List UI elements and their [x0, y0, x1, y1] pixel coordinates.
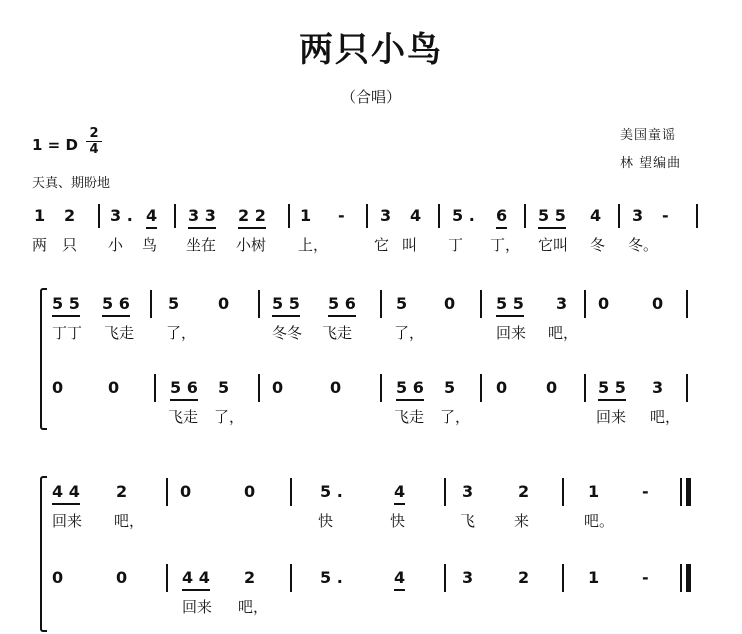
time-signature-bottom: 4: [89, 142, 99, 157]
barline: [166, 478, 168, 506]
note: 5 5: [496, 294, 524, 317]
lyric: 两: [32, 236, 48, 254]
note: 0: [546, 378, 558, 397]
note: 6: [496, 206, 507, 229]
lyric: 它: [374, 236, 390, 254]
lyric: 吧，: [114, 512, 145, 530]
note: 0: [52, 568, 64, 587]
note: 5 6: [102, 294, 130, 317]
arranger-credit: 林 望编曲: [620, 156, 682, 171]
lyric: 回来: [496, 324, 527, 342]
barline: [524, 204, 526, 228]
barline: [618, 204, 620, 228]
note: 5 .: [452, 206, 475, 225]
note: 4 4: [52, 482, 80, 505]
barline: [444, 478, 446, 506]
lyric: 来: [514, 512, 530, 530]
note: 5: [168, 294, 180, 313]
note: 2: [116, 482, 128, 501]
lyric: 快: [318, 512, 334, 530]
line2-lower-lyrics: [0, 408, 742, 438]
lyric: 飞走: [104, 324, 135, 342]
note: 4 4: [182, 568, 210, 591]
song-title: 两只小鸟: [299, 30, 443, 70]
note: 3: [380, 206, 392, 225]
lyric: 飞: [460, 512, 476, 530]
note: 1: [588, 568, 600, 587]
note: 5 6: [328, 294, 356, 317]
barline: [686, 290, 688, 318]
barline: [686, 374, 688, 402]
lyric: 坐在: [186, 236, 217, 254]
note: 4: [410, 206, 422, 225]
barline: [258, 290, 260, 318]
note: 3 .: [110, 206, 133, 225]
lyric: 小: [108, 236, 124, 254]
lyric: 了，: [440, 408, 471, 426]
line2-upper-lyrics: [0, 324, 742, 354]
note: 0: [598, 294, 610, 313]
lyric: 回来: [182, 598, 213, 616]
note: 3: [462, 568, 474, 587]
note: 0: [218, 294, 230, 313]
lyric: 小树: [236, 236, 267, 254]
line1-notes: [0, 206, 742, 236]
lyric: 冬。: [628, 236, 659, 254]
note: 1: [300, 206, 312, 225]
barline: [584, 290, 586, 318]
barline: [174, 204, 176, 228]
lyric: 快: [390, 512, 406, 530]
barline: [680, 478, 682, 506]
lyric: 叫: [402, 236, 418, 254]
tempo-marking: 天真、期盼地: [32, 176, 111, 191]
note: 5 .: [320, 568, 343, 587]
barline: [438, 204, 440, 228]
note: 3 3: [188, 206, 216, 229]
barline: [150, 290, 152, 318]
note: 5 6: [396, 378, 424, 401]
note: 0: [180, 482, 192, 501]
barline: [562, 478, 564, 506]
barline: [562, 564, 564, 592]
note: 0: [444, 294, 456, 313]
note: 0: [52, 378, 64, 397]
note: 5 .: [320, 482, 343, 501]
note: 2: [244, 568, 256, 587]
note: -: [642, 482, 649, 501]
barline: [258, 374, 260, 402]
lyric: 鸟: [142, 236, 158, 254]
barline: [584, 374, 586, 402]
line3-lower-lyrics: [0, 598, 742, 628]
lyric: 上，: [298, 236, 329, 254]
lyric: 飞走: [322, 324, 353, 342]
lyric: 飞走: [394, 408, 425, 426]
lyric: 吧。: [584, 512, 615, 530]
note: -: [662, 206, 669, 225]
lyric: 丁: [448, 236, 464, 254]
barline: [380, 374, 382, 402]
note: 2: [518, 568, 530, 587]
time-signature: [86, 127, 102, 156]
barline: [444, 564, 446, 592]
lyric: 了，: [214, 408, 245, 426]
line3-upper-notes: [0, 482, 742, 512]
note: 2 2: [238, 206, 266, 229]
note: 0: [496, 378, 508, 397]
note: 3: [556, 294, 568, 313]
note: 3: [632, 206, 644, 225]
note: 0: [330, 378, 342, 397]
lyric: 冬冬: [272, 324, 303, 342]
note: 5 6: [170, 378, 198, 401]
barline: [290, 478, 292, 506]
barline: [288, 204, 290, 228]
lyric: 吧，: [238, 598, 269, 616]
note: 5 5: [272, 294, 300, 317]
note: 4: [394, 482, 405, 505]
note: 0: [272, 378, 284, 397]
note: 5: [444, 378, 456, 397]
lyric: 吧，: [650, 408, 681, 426]
note: 3: [462, 482, 474, 501]
barline: [696, 204, 698, 228]
time-signature-top: 2: [89, 126, 99, 141]
barline: [480, 290, 482, 318]
note: 5 5: [598, 378, 626, 401]
line2-lower-notes: [0, 378, 742, 408]
final-barline: [686, 478, 691, 506]
barline: [290, 564, 292, 592]
lyric: 丁，: [490, 236, 521, 254]
lyric: 了，: [166, 324, 197, 342]
note: 3: [652, 378, 664, 397]
note: 4: [394, 568, 405, 591]
note: -: [642, 568, 649, 587]
barline: [680, 564, 682, 592]
note: 5: [218, 378, 230, 397]
barline: [166, 564, 168, 592]
note: 2: [64, 206, 76, 225]
line2-upper-notes: [0, 294, 742, 324]
note: 0: [652, 294, 664, 313]
note: 1: [34, 206, 46, 225]
lyric: 回来: [596, 408, 627, 426]
lyric: 丁丁: [52, 324, 83, 342]
key-signature: 1 = D: [32, 136, 78, 154]
lyric: 了，: [394, 324, 425, 342]
lyric: 吧，: [548, 324, 579, 342]
lyric: 冬: [590, 236, 606, 254]
note: 0: [244, 482, 256, 501]
note: 1: [588, 482, 600, 501]
note: -: [338, 206, 345, 225]
barline: [98, 204, 100, 228]
lyric: 回来: [52, 512, 83, 530]
note: 5: [396, 294, 408, 313]
line1-lyrics: [0, 236, 742, 266]
note: 0: [116, 568, 128, 587]
note: 4: [590, 206, 602, 225]
note: 5 5: [538, 206, 566, 229]
song-subtitle: （合唱）: [340, 88, 401, 106]
barline: [366, 204, 368, 228]
barline: [380, 290, 382, 318]
note: 2: [518, 482, 530, 501]
lyric: 只: [62, 236, 78, 254]
line3-upper-lyrics: [0, 512, 742, 542]
final-barline: [686, 564, 691, 592]
note: 4: [146, 206, 157, 229]
barline: [480, 374, 482, 402]
barline: [154, 374, 156, 402]
line3-lower-notes: [0, 568, 742, 598]
note: 0: [108, 378, 120, 397]
note: 5 5: [52, 294, 80, 317]
lyric: 它叫: [538, 236, 569, 254]
lyric: 飞走: [168, 408, 199, 426]
lyrics-credit: 美国童谣: [620, 128, 677, 143]
